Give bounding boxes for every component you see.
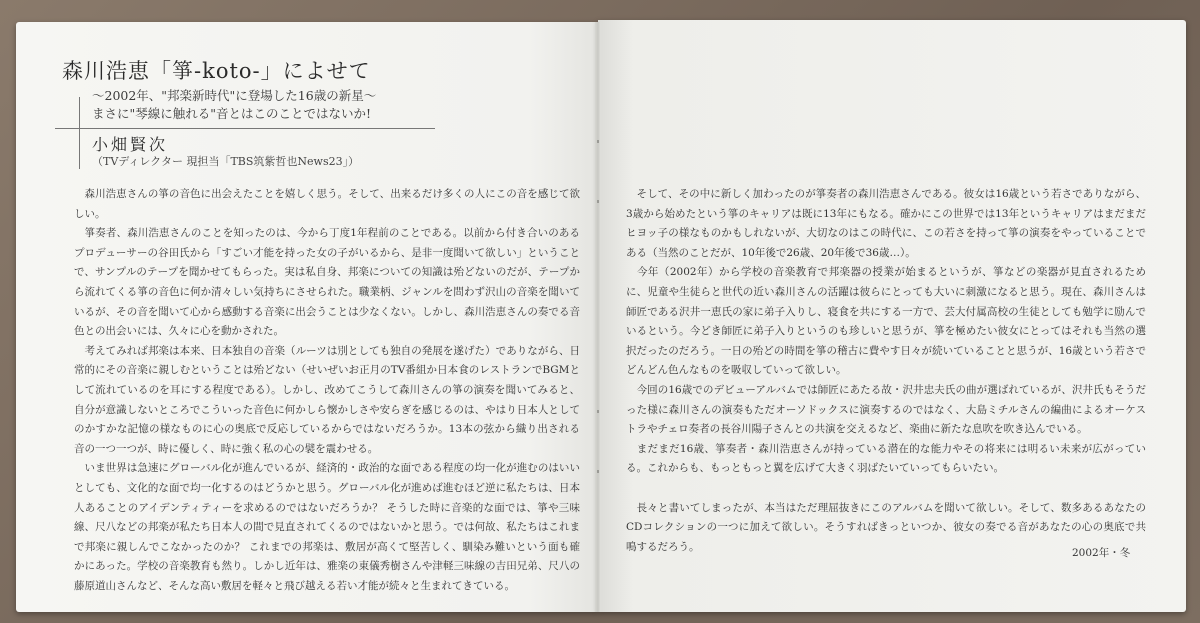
body-paragraph: 森川浩恵さんの箏の音色に出会えたことを嬉しく思う。そして、出来るだけ多くの人にこの音を感じて欲しい。 (74, 188, 580, 220)
body-paragraph: まだまだ16歳、箏奏者・森川浩恵さんが持っている潜在的な能力やその将来には明るい未来が広がっている。これからも、もっともっと翼を広げて大きく羽ばたいていってもらいたい。 (626, 442, 1146, 475)
author-name: 小畑賢次 (92, 135, 169, 154)
body-paragraph: 今年（2002年）から学校の音楽教育で邦楽器の授業が始まるというが、箏などの楽器が見直されるために、児童や生徒らと世代の近い森川さんの活躍は彼らにとっても大いに刺激になると思う。現在、森川さんは師匠である沢井一恵氏の家に弟子入りし、寝食を共にする一方で、芸大付属高校の生徒としても勉学に励んでいるという。今どき師匠に弟子入りというのも珍しいと思うが、箏を極めたい彼女にとってはそれも当然の選択だったのだろう。一日の殆どの時間を箏の稽古に費やす日々が続いていることと思うが、16歳という若さでどんどん色んなものを吸収していって欲しい。 (626, 266, 1146, 377)
article-date: 2002年・冬 (1072, 547, 1131, 559)
body-paragraph: 考えてみれば邦楽は本来、日本独自の音楽（ルーツは別としても独自の発展を遂げた）でありながら、日常的にその音楽に親しむということは殆どない（せいぜいお正月のTV番組か日本食のレストランでBGMとして流れているのを耳にする程度である）。しかし、改めてこうして森川さんの箏の演奏を聞いてみると、自分が意識しないところでこういった音色に何かしら懐かしさや安らぎを感じるのは、やはり日本人としてのかすかな記憶の様なものに心の奥底で反応しているからではないだろうか。13本の弦から織り出される音の一つ一つが、時に優しく、時に強く私の心の襞を震わせる。 (74, 344, 580, 455)
right-body-text (626, 185, 1146, 557)
spine-stitch (597, 200, 599, 203)
horizontal-rule (55, 128, 435, 129)
body-paragraph: いま世界は急速にグローバル化が進んでいるが、経済的・政治的な面である程度の均一化が進むのはいいとしても、文化的な面で均一化するのはどうかと思う。グローバル化が進めば進むほど逆に私たちは、日本人あることのアイデンティティーを求めるのではないだろうか？ そうした時に音楽的な面では、箏や三味線、尺八などの邦楽が私たち日本人の間で見直されてくるのではないかと思う。では何故、私たちはこれまで邦楽に親しんでこなかったのか？ これまでの邦楽は、敷居が高くて堅苦しく、馴染み難いという面も確かにあった。学校の音楽教育も然り。しかし近年は、雅楽の東儀秀樹さんや津軽三味線の吉田兄弟、尺八の藤原道山さんなど、そんな高い敷居を軽々と飛び越える若い才能が続々と生まれてきている。 (74, 462, 580, 592)
booklet-spine (595, 22, 601, 612)
body-paragraph: そして、その中に新しく加わったのが箏奏者の森川浩恵さんである。彼女は16歳という若さでありながら、3歳から始めたという箏のキャリアは既に13年にもなる。確かにこの世界では13年というキャリアはまだまだヒヨッ子の様なものかもしれないが、大切なのはこの時代に、この若さを持って箏の演奏をやっていることである（当然のことだが、10年後で26歳、20年後で36歳…）。 (626, 188, 1146, 259)
spine-stitch (597, 410, 599, 413)
spine-stitch (597, 470, 599, 473)
body-paragraph: 今回の16歳でのデビューアルバムでは師匠にあたる故・沢井忠夫氏の曲が選ばれているが、沢井氏もそうだった様に森川さんの演奏もただオーソドックスに演奏するのではなく、大島ミチルさんの編曲によるオーケストラやチェロ奏者の長谷川陽子さんとの共演を交えるなど、楽曲に新たな息吹を吹き込んでいる。 (626, 383, 1146, 436)
article-title: 森川浩恵「箏-koto-」によせて (62, 59, 371, 83)
author-role: （TVディレクター 現担当「TBS筑紫哲也News23」） (92, 155, 360, 168)
article-subtitle-1: ～2002年、"邦楽新時代"に登場した16歳の新星～ (92, 88, 377, 103)
body-paragraph: 長々と書いてしまったが、本当はただ理屈抜きにこのアルバムを聞いて欲しい。そして、数多あるあなたのCDコレクションの一つに加えて欲しい。そうすればきっといつか、彼女の奏でる音があなたの心の奥底で共鳴するだろう。 (626, 501, 1146, 553)
left-body-text (74, 185, 580, 596)
article-subtitle-2: まさに"琴線に触れる"音とはこのことではないか! (92, 106, 372, 121)
spine-stitch (597, 140, 599, 143)
body-paragraph: 箏奏者、森川浩恵さんのことを知ったのは、今から丁度1年程前のことである。以前から付き合いのあるプロデューサーの谷田氏から「すごい才能を持った女の子がいるから、是非一度聞いて欲しい」ということで、サンプルのテープを聞かせてもらった。実は私自身、邦楽についての知識は殆どないのだが、テープから流れてくる箏の音色に何か清々しい気持ちにさせられた。職業柄、ジャンルを問わず沢山の音楽を聞いているが、その音を聞いて心から感動する音楽に出会うことは少なくない。しかし、森川浩恵さんの奏でる音色との出会いには、久々に心を動かされた。 (74, 227, 580, 338)
vertical-rule (79, 97, 80, 169)
